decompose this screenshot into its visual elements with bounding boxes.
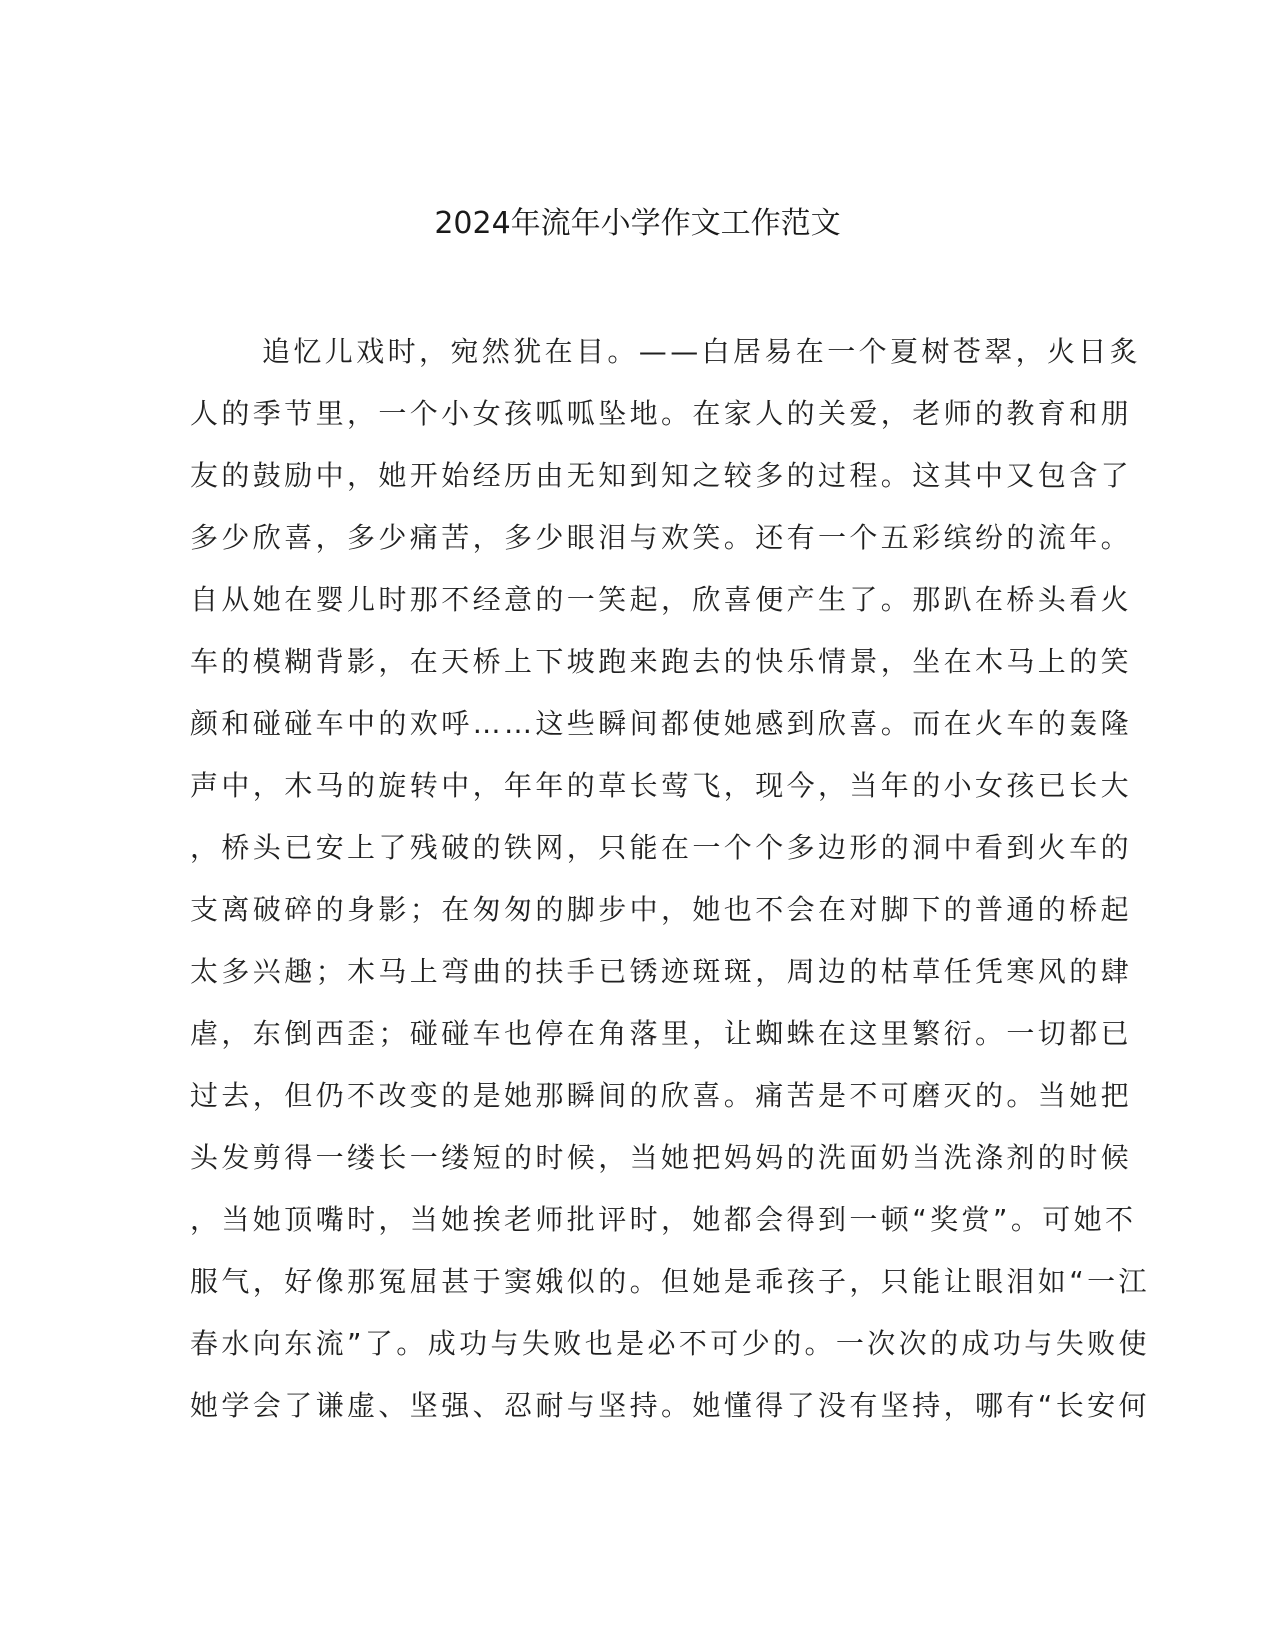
body-line: 多少欣喜，多少痛苦，多少眼泪与欢笑。还有一个五彩缤纷的流年。 (190, 521, 1133, 554)
body-line: ，桥头已安上了残破的铁网，只能在一个个多边形的洞中看到火车的 (190, 831, 1133, 864)
body-line: 过去，但仍不改变的是她那瞬间的欣喜。痛苦是不可磨灭的。当她把 (190, 1079, 1133, 1112)
body-line: 太多兴趣；木马上弯曲的扶手已锈迹斑斑，周边的枯草任凭寒风的肆 (190, 955, 1133, 988)
body-line: 春水向东流”了。成功与失败也是必不可少的。一次次的成功与失败使 (190, 1327, 1150, 1360)
body-line: 头发剪得一缕长一缕短的时候，当她把妈妈的洗面奶当洗涤剂的时候 (190, 1141, 1133, 1174)
body-line: 友的鼓励中，她开始经历由无知到知之较多的过程。这其中又包含了 (190, 459, 1133, 492)
body-line: 人的季节里，一个小女孩呱呱坠地。在家人的关爱，老师的教育和朋 (190, 397, 1133, 430)
document-title: 2024年流年小学作文工作范文 (434, 206, 841, 241)
body-line: 支离破碎的身影；在匆匆的脚步中，她也不会在对脚下的普通的桥起 (190, 893, 1133, 926)
body-line: 虐，东倒西歪；碰碰车也停在角落里，让蜘蛛在这里繁衍。一切都已 (190, 1017, 1133, 1050)
body-line: 颜和碰碰车中的欢呼……这些瞬间都使她感到欣喜。而在火车的轰隆 (190, 707, 1133, 740)
body-line: 服气，好像那冤屈甚于窦娥似的。但她是乖孩子，只能让眼泪如“一江 (190, 1265, 1150, 1298)
document-body (190, 332, 1150, 1448)
body-line: 车的模糊背影，在天桥上下坡跑来跑去的快乐情景，坐在木马上的笑 (190, 645, 1133, 678)
body-line: 声中，木马的旋转中，年年的草长莺飞，现今，当年的小女孩已长大 (190, 769, 1133, 802)
body-line: ，当她顶嘴时，当她挨老师批评时，她都会得到一顿“奖赏”。可她不 (190, 1203, 1137, 1236)
body-line: 追忆儿戏时，宛然犹在目。——白居易在一个夏树苍翠，火日炙 (262, 335, 1142, 368)
body-line: 自从她在婴儿时那不经意的一笑起，欣喜便产生了。那趴在桥头看火 (190, 583, 1133, 616)
body-line: 她学会了谦虚、坚强、忍耐与坚持。她懂得了没有坚持，哪有“长安何 (190, 1389, 1150, 1422)
